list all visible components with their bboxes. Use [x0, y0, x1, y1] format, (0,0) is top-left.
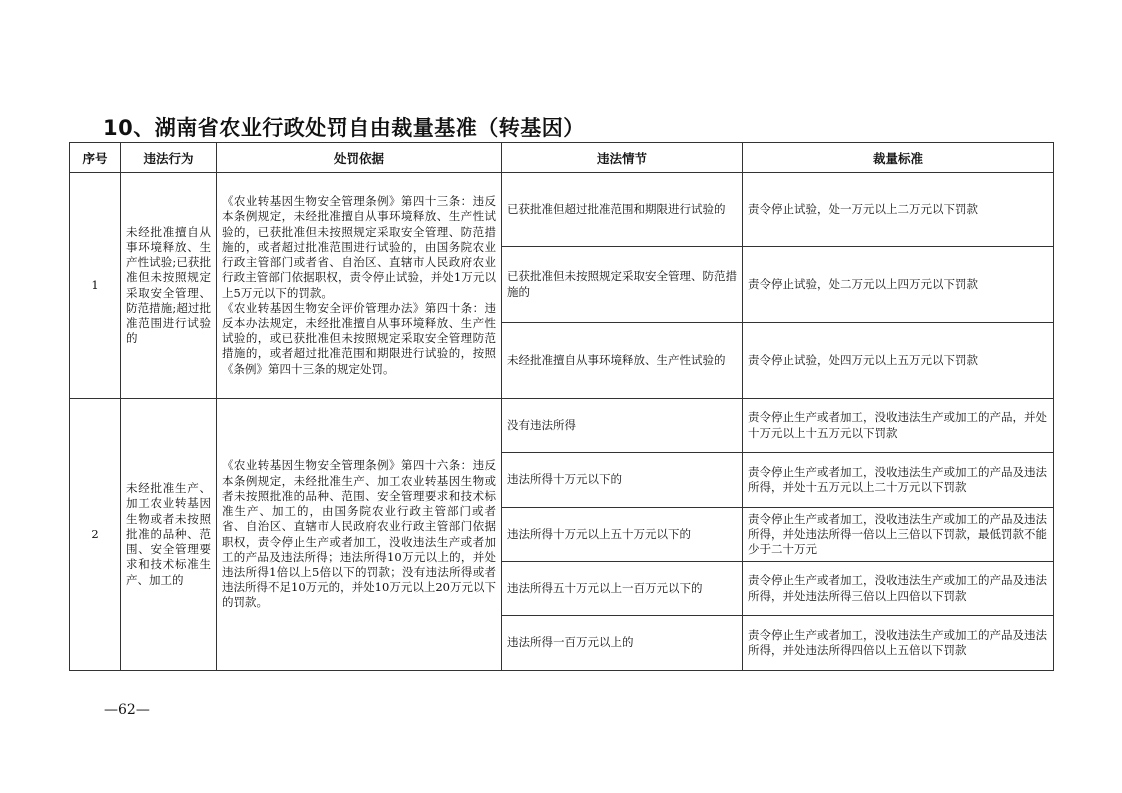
- standard-cell: 责令停止试验，处一万元以上二万元以下罚款: [743, 173, 1054, 247]
- circumstance-cell: 未经批准擅自从事环境释放、生产性试验的: [502, 323, 743, 399]
- basis-paragraph: 《农业转基因生物安全管理条例》第四十六条：违反本条例规定，未经批准生产、加工农业转基因生物或者未按照批准的品种、范围、安全管理要求和技术标准生产、加工的，由国务院农业行政主管部门或者省、自治区、直辖市人民政府农业行政主管部门依据职权，责令停止生产或者加工，没收违法生产或者加工的产品及违法所得；违法所得10万元以上的，并处违法所得1倍以上5倍以下的罚款；没有违法所得或者违法所得不足10万元的，并处10万元以上20万元以下的罚款。: [222, 458, 496, 610]
- violation-cell: 未经批准生产、加工农业转基因生物或者未按照批准的品种、范围、安全管理要求和技术标准生产、加工的: [121, 399, 217, 671]
- basis-paragraph: 《农业转基因生物安全管理条例》第四十三条：违反本条例规定，未经批准擅自从事环境释放、生产性试验的，已获批准但未按照规定采取安全管理、防范措施的，或者超过批准范围进行试验的，由国务院农业行政主管部门或者省、自治区、直辖市人民政府农业行政主管部门依据职权，责令停止试验，并处1万元以上5万元以下的罚款。: [222, 194, 496, 300]
- standard-cell: 责令停止生产或者加工，没收违法生产或加工的产品及违法所得，并处违法所得三倍以上四倍以下罚款: [743, 562, 1054, 616]
- circumstance-cell: 没有违法所得: [502, 399, 743, 453]
- table-header-row: [70, 143, 1054, 173]
- header-basis: 处罚依据: [217, 143, 502, 173]
- basis-paragraph: 《农业转基因生物安全评价管理办法》第四十条：违反本办法规定，未经批准擅自从事环境释放、生产性试验的，或已获批准但未按照规定采取安全管理防范措施的，或者超过批准范围和期限进行试验的，按照《条例》第四十三条的规定处罚。: [222, 300, 496, 376]
- header-circumstance: 违法情节: [502, 143, 743, 173]
- circumstance-cell: 违法所得一百万元以上的: [502, 616, 743, 671]
- circumstance-cell: 违法所得十万元以下的: [502, 453, 743, 508]
- page-number: —62—: [104, 702, 150, 718]
- standard-cell: 责令停止生产或者加工，没收违法生产或加工的产品及违法所得，并处违法所得四倍以上五倍以下罚款: [743, 616, 1054, 671]
- standard-cell: 责令停止生产或者加工，没收违法生产或加工的产品及违法所得，并处违法所得一倍以上三倍以下罚款，最低罚款不能少于二十万元: [743, 508, 1054, 562]
- penalty-standards-table: [69, 142, 1054, 671]
- standard-cell: 责令停止试验，处四万元以上五万元以下罚款: [743, 323, 1054, 399]
- circumstance-cell: 违法所得十万元以上五十万元以下的: [502, 508, 743, 562]
- violation-cell: 未经批准擅自从事环境释放、生产性试验;已获批准但未按照规定采取安全管理、防范措施;超过批准范围进行试验的: [121, 173, 217, 399]
- basis-cell: [217, 173, 502, 399]
- header-seq: 序号: [70, 143, 121, 173]
- circumstance-cell: 违法所得五十万元以上一百万元以下的: [502, 562, 743, 616]
- header-violation: 违法行为: [121, 143, 217, 173]
- basis-cell: [217, 399, 502, 671]
- row-seq: 1: [70, 173, 121, 399]
- circumstance-cell: 已获批准但未按照规定采取安全管理、防范措施的: [502, 247, 743, 323]
- circumstance-cell: 已获批准但超过批准范围和期限进行试验的: [502, 173, 743, 247]
- table-row: [70, 173, 1054, 247]
- header-standard: 裁量标准: [743, 143, 1054, 173]
- row-seq: 2: [70, 399, 121, 671]
- standard-cell: 责令停止生产或者加工，没收违法生产或加工的产品及违法所得，并处十五万元以上二十万元以下罚款: [743, 453, 1054, 508]
- document-title: 10、湖南省农业行政处罚自由裁量基准（转基因）: [103, 116, 585, 140]
- standard-cell: 责令停止试验，处二万元以上四万元以下罚款: [743, 247, 1054, 323]
- table-row: [70, 399, 1054, 453]
- standard-cell: 责令停止生产或者加工，没收违法生产或加工的产品，并处十万元以上十五万元以下罚款: [743, 399, 1054, 453]
